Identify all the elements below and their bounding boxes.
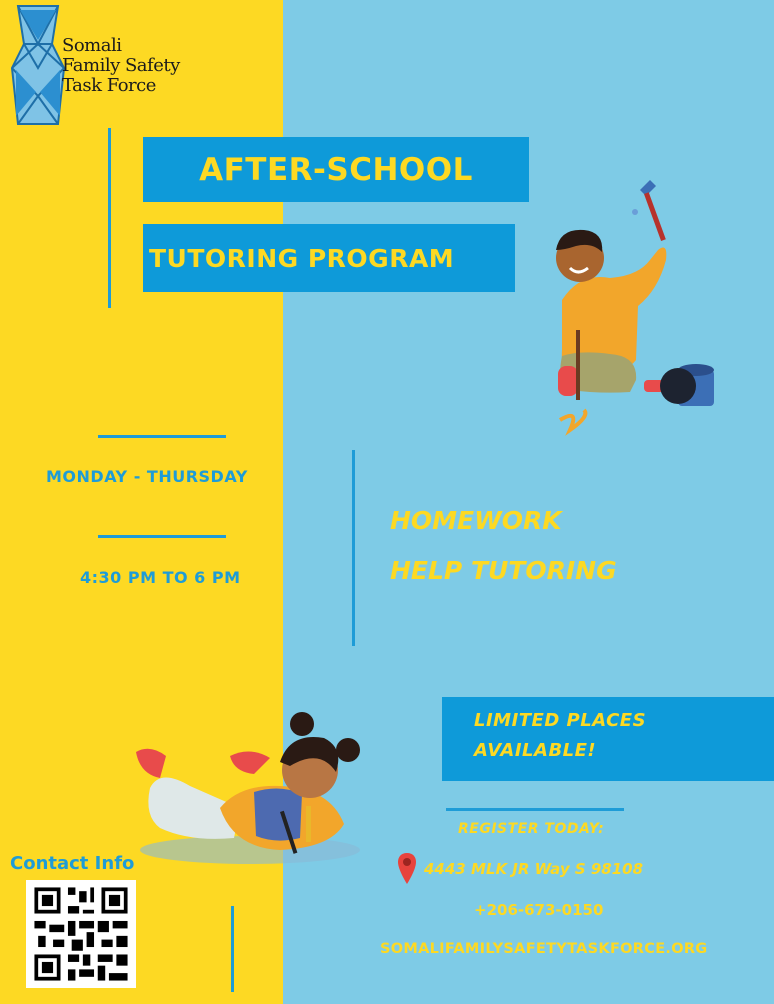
title-box-2 [143,224,515,292]
reading-girl-illustration [130,708,370,868]
schedule-divider-top [98,435,226,438]
title-box-1 [143,137,529,202]
register-heading: REGISTER TODAY: [458,821,605,837]
services-line-2: HELP TUTORING [390,556,617,585]
logo-line-1: Somali [62,35,122,56]
map-pin-icon [397,852,417,886]
logo-wordmark [62,36,180,96]
schedule-days: MONDAY - THURSDAY [46,467,248,486]
painting-boy-illustration [540,180,720,440]
title-divider [108,128,111,308]
drum-logo-icon [8,4,68,128]
logo-line-2: Family Safety [62,55,180,76]
contact-divider [231,906,234,992]
schedule-time: 4:30 PM TO 6 PM [80,568,241,587]
register-phone[interactable]: +206-673-0150 [474,901,604,919]
schedule-divider-middle [98,535,226,538]
services-line-1: HOMEWORK [390,506,562,535]
contact-info-heading: Contact Info [10,853,135,874]
services-divider [352,450,355,646]
title-line-2: TUTORING PROGRAM [149,243,455,273]
register-website[interactable]: SOMALIFAMILYSAFETYTASKFORCE.ORG [380,941,708,957]
limited-line-1: LIMITED PLACES [474,710,647,731]
register-address[interactable]: 4443 MLK JR Way S 98108 [424,860,644,878]
qr-code-icon[interactable] [26,880,136,988]
title-line-1: AFTER-SCHOOL [199,151,473,188]
register-divider [446,808,624,811]
limited-line-2: AVAILABLE! [474,740,597,761]
logo-line-3: Task Force [62,75,156,96]
